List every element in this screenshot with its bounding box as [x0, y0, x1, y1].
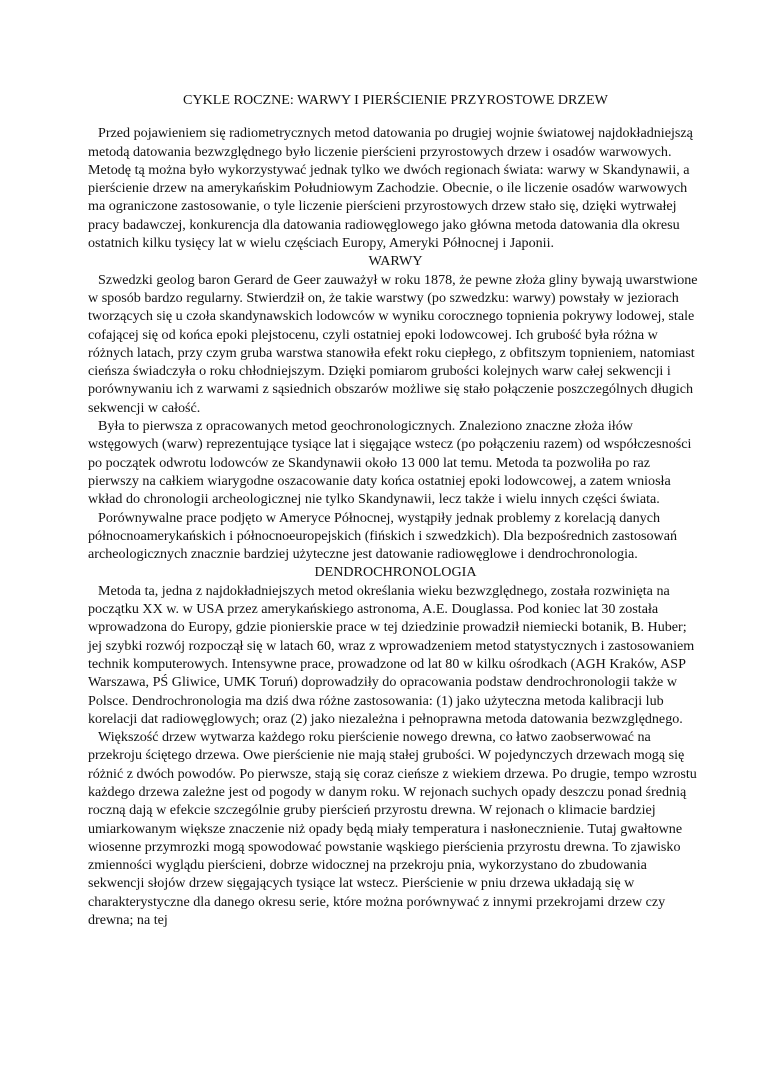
warwy-paragraph-1: Szwedzki geolog baron Gerard de Geer zauważył w roku 1878, że pewne złoża gliny bywają uwarstwione w sposób bardzo regularny. Stwierdził on, że takie warstwy (po szwedzku: warwy) powstały w jeziorach tworzących się u czoła skandynawskich lodowców w wyniku corocznego topnienia pokrywy lodowej, stale cofającej się od końca epoki plejstocenu, czyli ostatniej epoki lodowcowej. Ich grubość była różna w różnych latach, przy czym gruba warstwa stanowiła efekt roku ciepłego, z obfitszym topnieniem, natomiast cieńsza świadczyła o roku chłodniejszym. Dzięki pomiarom grubości kolejnych warw całej sekwencji i porównywaniu ich z warwami z sąsiednich obszarów możliwe się stało połączenie poszczególnych długich sekwencji w całość. — [88, 271, 698, 416]
page-title: CYKLE ROCZNE: WARWY I PIERŚCIENIE PRZYROSTOWE DRZEW — [183, 92, 608, 108]
document-body — [88, 91, 703, 929]
dendro-paragraph-2: Większość drzew wytwarza każdego roku pierścienie nowego drewna, co łatwo zaobserwować na przekroju ściętego drzewa. Owe pierścienie nie mają stałej grubości. W pojedynczych drzewach mogą się różnić z dwóch powodów. Po pierwsze, stają się coraz cieńsze z wiekiem drzewa. Po drugie, tempo wzrostu każdego drzewa zależne jest od pogody w danym roku. W rejonach suchych opady deszczu ponad średnią roczną dają w efekcie szczególnie gruby pierścień przyrostu drewna. W rejonach o klimacie bardziej umiarkowanym większe znaczenie niż opady będą miały temperatura i nasłonecznienie. Tutaj gwałtowne wiosenne przymrozki mogą spowodować powstanie wąskiego pierścienia przyrostu drewna. To zjawisko zmienności wyglądu pierścieni, dobrze widocznej na przekroju pnia, wykorzystano do zbudowania sekwencji słojów drzew sięgających tysiące lat wstecz. Pierścienie w pniu drzewa układają się w charakterystyczne dla danego okresu serie, które można porównywać z innymi przekrojami drzew czy drewna; na tej — [88, 729, 697, 929]
warwy-paragraph-3: Porównywalne prace podjęto w Ameryce Północnej, wystąpiły jednak problemy z korelacją danych północnoamerykańskich i północnoeuropejskich (fińskich i szwedzkich). Dla bezpośrednich zastosowań archeologicznych znacznie bardziej użyteczne jest datowanie radiowęglowe i dendrochronologia. — [88, 509, 678, 563]
warwy-paragraph-2: Była to pierwsza z opracowanych metod geochronologicznych. Znaleziono znaczne złoża iłów wstęgowych (warw) reprezentujące tysiące lat i sięgające wstecz (po połączeniu razem) od współczesności po początek odwrotu lodowców ze Skandynawii około 13 000 lat temu. Metoda ta pozwoliła po raz pierwszy na całkiem wiarygodne oszacowanie daty końca ostatniej epoki lodowcowej, a zatem wniosła wkład do chronologii archeologicznej nie tylko Skandynawii, lecz także i wielu innych części świata. — [88, 418, 692, 508]
intro-paragraph: Przed pojawieniem się radiometrycznych metod datowania po drugiej wojnie światowej najdokładniejszą metodą datowania bezwzględnego było liczenie pierścieni przyrostowych drzew i osadów warwowych. Metodę tą można było wykorzystywać jednak tylko we dwóch regionach świata: warwy w Skandynawii, a pierścienie drzew na amerykańskim Południowym Zachodzie. Obecnie, o ile liczenie osadów warwowych ma ograniczone zastosowanie, o tyle liczenie pierścieni przyrostowych drzew stało się, dzięki wytrwałej pracy badawczej, konkurencja dla datowania radiowęglowego jako główna metoda datowania dla okresu ostatnich kilku tysięcy lat w wielu częściach Europy, Ameryki Północnej i Japonii. — [88, 125, 693, 252]
dendro-paragraph-1: Metoda ta, jedna z najdokładniejszych metod określania wieku bezwzględnego, została rozwinięta na początku XX w. w USA przez amerykańskiego astronoma, A.E. Douglassa. Pod koniec lat 30 została wprowadzona do Europy, gdzie pionierskie prace w tej dziedzinie prowadził niemiecki botanik, B. Huber; jej szybki rozwój rozpoczął się w latach 60, wraz z wprowadzeniem metod statystycznych i zastosowaniem technik komputerowych. Intensywne prace, prowadzone od lat 80 w kilku ośrodkach (AGH Kraków, ASP Warszawa, PŚ Gliwice, UMK Toruń) doprowadziły do opracowania podstaw dendrochronologii także w Polsce. Dendrochronologia ma dziś dwa różne zastosowania: (1) jako użyteczna metoda kalibracji lub korelacji dat radiowęglowych; oraz (2) jako niezależna i pełnoprawna metoda datowania bezwzględnego. — [88, 582, 695, 727]
section-heading-dendrochronologia: DENDROCHRONOLOGIA — [314, 564, 477, 581]
section-heading-warwy: WARWY — [368, 253, 423, 270]
